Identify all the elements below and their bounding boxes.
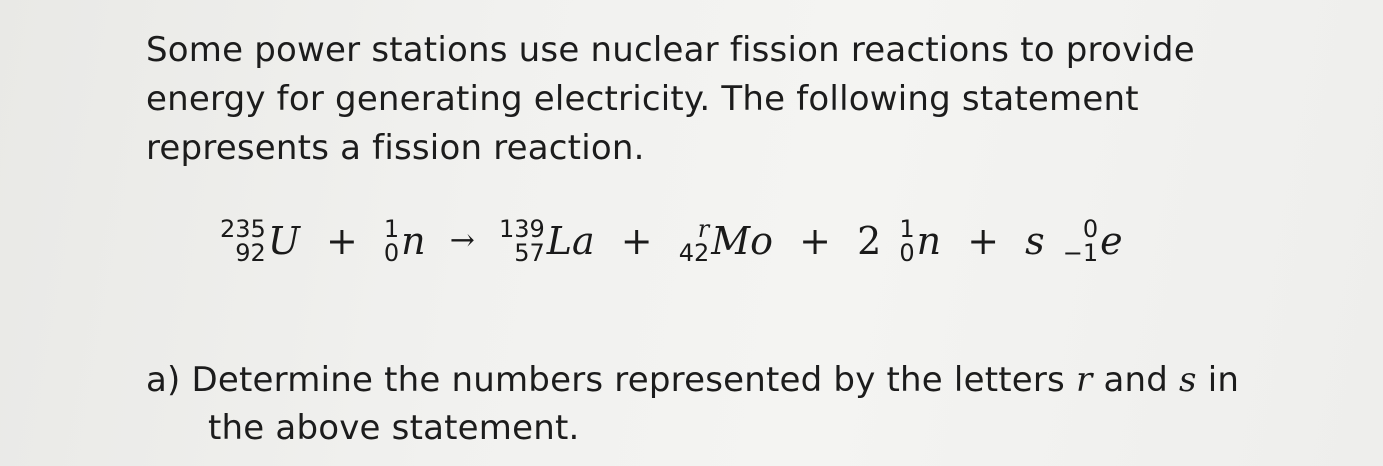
plus-sign: + [799, 218, 831, 263]
intro-line-1: Some power stations use nuclear fission reactions to provide [146, 30, 1195, 70]
question-line-1 [146, 356, 1383, 404]
plus-sign: + [620, 218, 653, 263]
neutron-symbol: n [401, 218, 426, 263]
electron-particle [1062, 214, 1123, 267]
reaction-arrow: → [449, 223, 475, 258]
molybdenum-atomic-number: 42 [678, 238, 710, 267]
neutron-mass-number: 1 [383, 214, 400, 243]
variable-r: r [1075, 360, 1093, 400]
variable-s: s [1179, 360, 1197, 400]
molybdenum-mass-number: r [697, 214, 710, 243]
question-text: Determine the numbers represented by the letters [191, 360, 1065, 400]
molybdenum-symbol: Mo [711, 218, 774, 263]
uranium-atomic-number: 92 [235, 238, 266, 267]
neutron-atomic-number: 0 [383, 238, 400, 267]
neutron-product-atomic-number: 0 [899, 238, 915, 267]
plus-sign: + [967, 218, 1000, 263]
lanthanum-mass-number: 139 [498, 214, 545, 243]
neutron-coefficient: 2 [857, 218, 882, 263]
lanthanum-symbol: La [546, 218, 595, 263]
uranium-mass-number: 235 [220, 214, 266, 243]
question-label: a) [146, 360, 181, 400]
fission-equation [220, 215, 1123, 305]
uranium-nuclide [220, 214, 300, 267]
molybdenum-nuclide [678, 214, 774, 267]
lanthanum-atomic-number: 57 [514, 238, 545, 267]
electron-symbol: e [1100, 218, 1123, 263]
question-line-2: the above statement. [208, 408, 580, 448]
intro-line-2: energy for generating electricity. The following statement [146, 79, 1139, 119]
plus-sign: + [325, 218, 358, 263]
intro-paragraph [146, 26, 1346, 173]
and-word: and [1103, 360, 1169, 400]
intro-line-3: represents a fission reaction. [146, 128, 645, 168]
neutron-reactant [383, 214, 426, 267]
electron-coefficient: s [1025, 218, 1045, 263]
neutron-product [899, 214, 942, 267]
electron-mass-number: 0 [1082, 214, 1099, 243]
question-a [146, 356, 1383, 452]
electron-charge-number: −1 [1062, 238, 1099, 267]
uranium-symbol: U [267, 218, 300, 263]
lanthanum-nuclide [498, 214, 595, 267]
in-word: in [1207, 360, 1240, 400]
neutron-product-mass-number: 1 [899, 214, 915, 243]
neutron-product-symbol: n [916, 218, 942, 263]
